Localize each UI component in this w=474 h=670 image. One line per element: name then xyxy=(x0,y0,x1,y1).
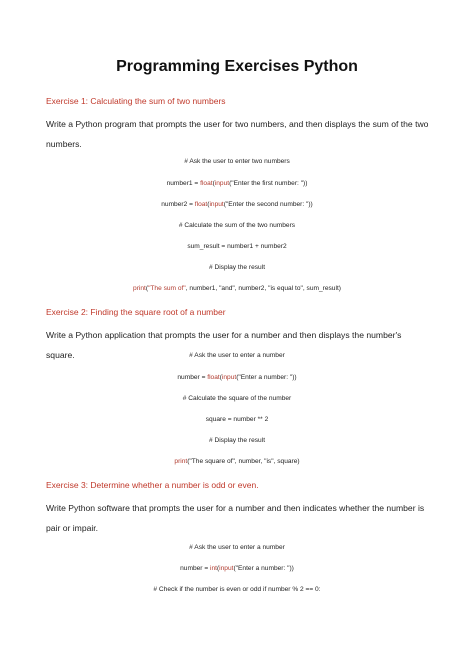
ex1-code-comment-display: # Display the result xyxy=(208,264,266,271)
ex2-l2-float: float xyxy=(207,374,220,381)
ex3-l2-var: number = xyxy=(180,565,210,572)
ex1-l7-string: "The sum of" xyxy=(148,285,186,292)
ex1-l2-input: input xyxy=(214,180,230,187)
ex2-l6-rest: ("The square of", number, "is", square) xyxy=(187,458,300,465)
ex1-l3-float: float xyxy=(194,201,208,208)
ex2-code-comment-display: # Display the result xyxy=(208,437,266,444)
ex1-l7-paren: ( xyxy=(145,285,149,292)
ex2-code-comment-calc: # Calculate the square of the number xyxy=(182,395,292,402)
ex2-l2-var: number = xyxy=(177,374,208,381)
ex2-code-square: square = number ** 2 xyxy=(205,416,269,423)
ex1-l3-rest: ("Enter the second number: ")) xyxy=(223,201,313,208)
exercise-2-description: Write a Python application that prompts the user for a number and then displays the number's square. xyxy=(46,330,402,360)
ex2-code-comment-ask: # Ask the user to enter a number xyxy=(189,352,285,359)
ex3-code-comment-check: # Check if the number is even or odd if number % 2 == 0: xyxy=(153,586,321,593)
ex3-l2-int: int xyxy=(210,565,217,572)
ex1-l7-rest: , number1, "and", number2, "is equal to", sum_result) xyxy=(185,285,341,292)
exercise-1-heading: Exercise 1: Calculating the sum of two numbers xyxy=(46,96,226,106)
ex1-l3-var: number2 = xyxy=(161,201,195,208)
ex1-code-comment-calc: # Calculate the sum of the two numbers xyxy=(178,222,296,229)
ex1-l7-print: print xyxy=(133,285,146,292)
page-title: Programming Exercises Python xyxy=(116,58,358,75)
ex1-l2-float: float xyxy=(200,180,213,187)
ex1-l2-rest: ("Enter the first number: ")) xyxy=(229,180,308,187)
ex2-l2-input: input xyxy=(221,374,237,381)
exercise-3-description: Write Python software that prompts the user for a number and then indicates whether the number is pair or impair. xyxy=(46,503,425,533)
ex1-l3-paren: ( xyxy=(207,201,210,208)
ex1-code-number1 xyxy=(0,180,474,187)
ex2-l6-print: print xyxy=(174,458,188,465)
ex2-code-print xyxy=(0,458,474,465)
ex3-l2-input: input xyxy=(219,565,234,572)
ex2-l2-rest: ("Enter a number: ")) xyxy=(236,374,297,381)
ex1-l2-var: number1 = xyxy=(166,180,201,187)
ex1-code-comment-ask: # Ask the user to enter two numbers xyxy=(184,158,290,165)
ex3-l2-paren: ( xyxy=(216,565,220,572)
ex1-code-sum: sum_result = number1 + number2 xyxy=(187,243,287,250)
ex3-l2-rest: ("Enter a number: ")) xyxy=(233,565,294,572)
ex1-code-number2 xyxy=(0,201,474,208)
exercise-1-description: Write a Python program that prompts the user for two numbers, and then displays the sum of the two numbers. xyxy=(46,119,429,149)
ex3-code-comment-ask: # Ask the user to enter a number xyxy=(189,544,285,551)
exercise-2-heading: Exercise 2: Finding the square root of a number xyxy=(46,307,226,317)
ex2-l2-paren: ( xyxy=(219,374,222,381)
ex1-l3-input: input xyxy=(209,201,224,208)
exercise-3-heading: Exercise 3: Determine whether a number is odd or even. xyxy=(46,480,259,490)
ex2-code-number xyxy=(0,374,474,381)
ex1-code-print xyxy=(0,285,474,292)
ex3-code-number xyxy=(0,565,474,572)
ex1-l2-paren: ( xyxy=(212,180,215,187)
